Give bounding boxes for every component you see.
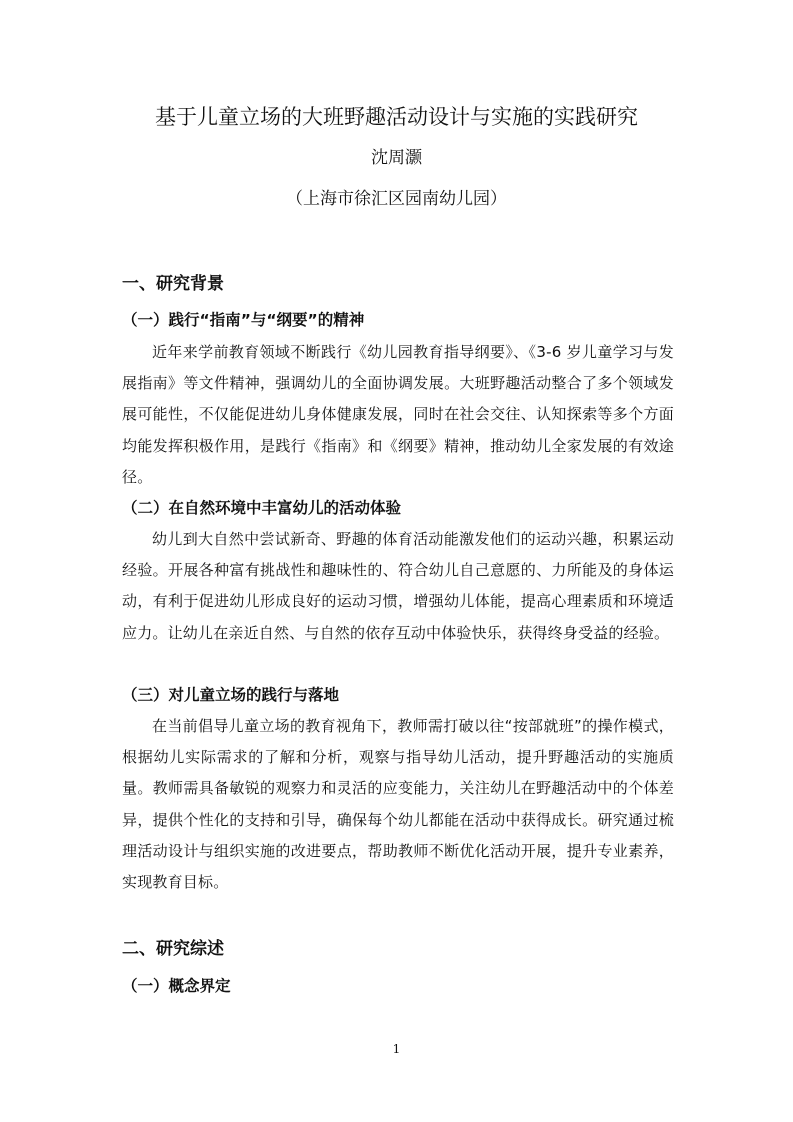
subsection-heading-1-3: （三）对儿童立场的践行与落地 [122,686,340,704]
paragraph-1-1: 近年来学前教育领域不断践行《幼儿园教育指导纲要》、《3-6 岁儿童学习与发展指南》等文件精神，强调幼儿的全面协调发展。大班野趣活动整合了多个领域发展可能性，不仅能促进幼儿身体健康发展，同时在社会交往、认知探索等多个方面均能发挥积极作用，是践行《指南》和《纲要》精神，推动幼儿全家发展的有效途径。 [122,343,674,486]
subsection-heading-1-2: （二）在自然环境中丰富幼儿的活动体验 [122,499,402,517]
section-heading-1: 一、研究背景 [122,274,224,294]
subsection-heading-2-1: （一）概念界定 [122,977,231,995]
page-number: 1 [392,1042,401,1056]
paper-affiliation: （上海市徐汇区园南幼儿园） [286,189,507,209]
paragraph-1-2: 幼儿到大自然中尝试新奇、野趣的体育活动能激发他们的运动兴趣，积累运动经验。开展各种富有挑战性和趣味性的、符合幼儿自己意愿的、力所能及的身体运动，有利于促进幼儿形成良好的运动习惯，增强幼儿体能，提高心理素质和环境适应力。让幼儿在亲近自然、与自然的依存互动中体验快乐，获得终身受益的经验。 [122,530,674,642]
paragraph-1-3: 在当前倡导儿童立场的教育视角下，教师需打破以往“按部就班”的操作模式，根据幼儿实际需求的了解和分析，观察与指导幼儿活动，提升野趣活动的实施质量。教师需具备敏锐的观察力和灵活的应变能力，关注幼儿在野趣活动中的个体差异，提供个性化的支持和引导，确保每个幼儿都能在活动中获得成长。研究通过梳理活动设计与组织实施的改进要点，帮助教师不断优化活动开展，提升专业素养，实现教育目标。 [122,717,674,892]
paper-title: 基于儿童立场的大班野趣活动设计与实施的实践研究 [155,105,638,129]
paper-author: 沈周灏 [371,148,422,168]
subsection-heading-1-1: （一）践行“指南”与“纲要”的精神 [122,311,365,329]
section-heading-2: 二、研究综述 [122,939,224,959]
